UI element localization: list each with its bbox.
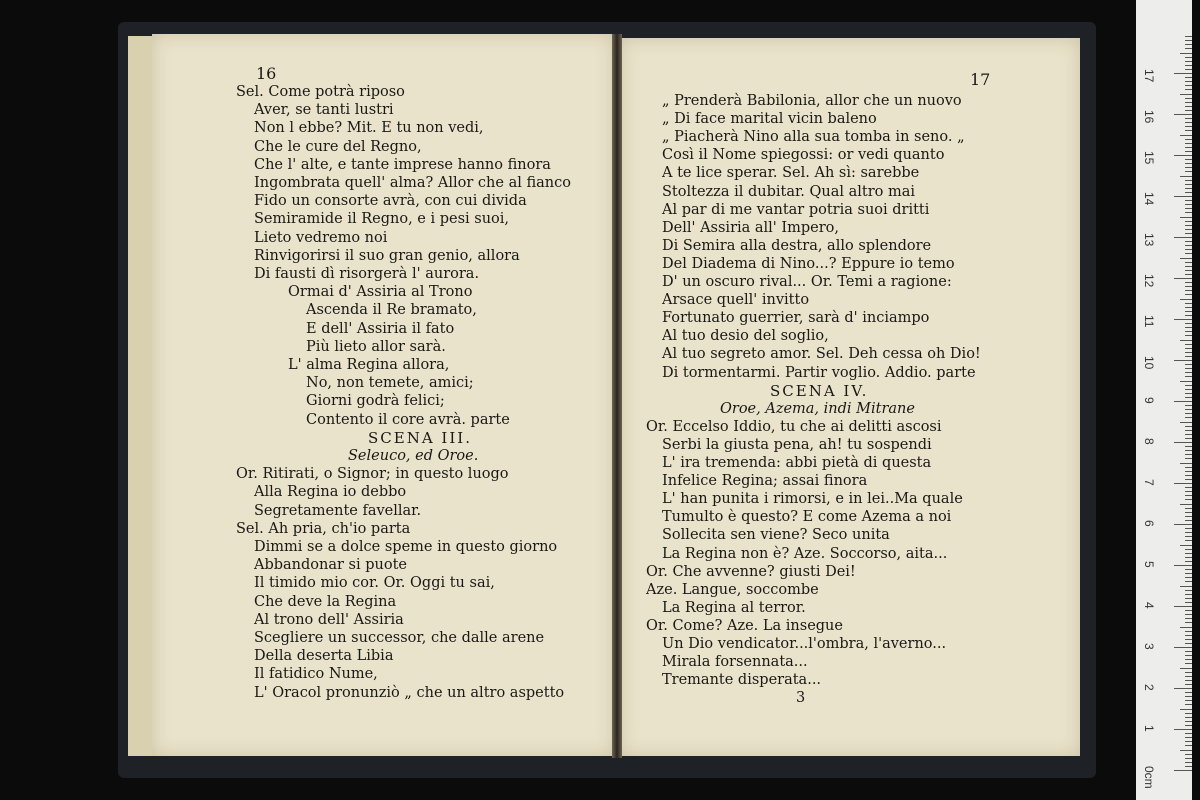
ruler-tick [1185,167,1192,168]
ruler-tick [1185,143,1192,144]
ruler-tick [1185,479,1192,480]
text-line: Non l ebbe? Mit. E tu non vedi, [254,120,484,137]
ruler-tick [1180,422,1192,423]
text-line: Sollecita sen viene? Seco unita [662,527,890,544]
text-line: Arsace quell' invitto [662,292,810,309]
ruler-tick [1185,766,1192,767]
ruler-tick [1185,663,1192,664]
ruler-tick [1185,204,1192,205]
text-line: Fido un consorte avrà, con cui divida [254,193,527,210]
ruler-tick [1174,483,1192,484]
text-line: Fortunato guerrier, sarà d' inciampo [662,310,930,327]
ruler-tick [1185,672,1192,673]
ruler-tick [1185,741,1192,742]
text-line: A te lice sperar. Sel. Ah sì: sarebbe [662,165,920,182]
ruler-tick [1185,549,1192,550]
ruler-tick [1185,536,1192,537]
ruler-tick [1174,606,1192,607]
ruler-tick [1185,36,1192,37]
ruler-label: 15 [1142,151,1156,165]
text-line: Serbi la giusta pena, ah! tu sospendi [662,436,932,453]
ruler-label: 16 [1142,110,1156,124]
right-page-number: 17 [970,70,991,89]
ruler-tick [1185,307,1192,308]
ruler-tick [1185,696,1192,697]
text-line: No, non temete, amici; [306,375,474,392]
ruler-tick [1185,159,1192,160]
ruler-tick [1185,540,1192,541]
ruler-tick [1185,569,1192,570]
ruler-tick [1185,364,1192,365]
ruler-tick [1185,69,1192,70]
text-line: Infelice Regina; assai finora [662,473,868,490]
text-line: Contento il core avrà. parte [306,411,510,428]
ruler-tick [1185,163,1192,164]
ruler-tick [1180,504,1192,505]
ruler-tick [1185,61,1192,62]
ruler-tick [1174,114,1192,115]
ruler-tick [1185,495,1192,496]
text-line: „ Prenderà Babilonia, allor che un nuovo [662,93,962,109]
ruler-tick [1185,680,1192,681]
ruler-tick [1185,151,1192,152]
ruler-tick [1185,311,1192,312]
ruler-tick [1185,471,1192,472]
ruler-tick [1185,762,1192,763]
ruler-tick [1185,81,1192,82]
ruler-tick [1180,381,1192,382]
ruler-tick [1185,221,1192,222]
ruler-tick [1185,286,1192,287]
ruler-tick [1185,643,1192,644]
ruler-tick [1185,417,1192,418]
ruler-tick [1174,442,1192,443]
text-line: Ingombrata quell' alma? Allor che al fianco [254,175,571,191]
ruler-tick [1185,294,1192,295]
ruler-tick [1174,155,1192,156]
text-line: Dell' Assiria all' Impero, [662,219,840,236]
ruler-tick [1185,737,1192,738]
text-line: Al tuo desio del soglio, [662,328,829,345]
text-line: Al trono dell' Assiria [254,611,404,628]
text-line: Rinvigorirsi il suo gran genio, allora [254,247,520,264]
ruler-tick [1185,618,1192,619]
ruler-tick [1180,53,1192,54]
text-line: La Regina non è? Aze. Soccorso, aita... [662,545,948,562]
ruler-tick [1185,475,1192,476]
ruler-tick [1174,73,1192,74]
ruler-tick [1185,270,1192,271]
text-line: „ Di face marital vicin baleno [662,111,877,128]
ruler-label: 14 [1142,192,1156,206]
text-line: Di Semira alla destra, allo splendore [662,237,932,254]
ruler-tick [1185,659,1192,660]
ruler-tick [1180,176,1192,177]
ruler-tick [1180,94,1192,95]
ruler-tick [1185,573,1192,574]
text-line: Mirala forsennata... [662,654,808,671]
ruler-tick [1185,610,1192,611]
ruler-tick [1185,745,1192,746]
ruler-tick [1185,245,1192,246]
ruler-tick [1185,290,1192,291]
ruler-tick [1185,212,1192,213]
ruler-tick [1185,376,1192,377]
ruler-tick [1185,733,1192,734]
ruler-tick [1174,565,1192,566]
text-line: Al tuo segreto amor. Sel. Deh cessa oh Dio! [662,346,981,363]
ruler-tick [1185,65,1192,66]
ruler-tick [1174,196,1192,197]
ruler-tick [1185,385,1192,386]
ruler-tick [1185,557,1192,558]
ruler-tick [1185,315,1192,316]
ruler-tick [1185,147,1192,148]
ruler-tick [1185,171,1192,172]
ruler-tick [1185,48,1192,49]
text-line: Aver, se tanti lustri [254,102,394,119]
ruler-tick [1174,319,1192,320]
ruler-tick [1180,258,1192,259]
ruler-tick [1185,282,1192,283]
text-line: Aze. Langue, soccombe [646,581,819,598]
ruler-tick [1185,192,1192,193]
text-line: Di tormentarmi. Partir voglio. Addio. parte [662,364,976,381]
text-line: Che deve la Regina [254,593,397,610]
ruler-tick [1185,590,1192,591]
ruler-tick [1185,266,1192,267]
ruler-tick [1185,516,1192,517]
ruler-tick [1185,106,1192,107]
text-line: Or. Ritirati, o Signor; in questo luogo [236,466,509,483]
ruler-tick [1180,299,1192,300]
ruler-tick [1185,713,1192,714]
ruler-tick [1180,135,1192,136]
text-line: Al par di me vantar potria suoi dritti [662,201,930,218]
ruler-tick [1180,217,1192,218]
text-line: L' han punita i rimorsi, e in lei..Ma quale [662,491,963,508]
ruler-tick [1185,651,1192,652]
text-line: 3 [796,690,806,707]
ruler-tick [1185,102,1192,103]
book-gutter [612,34,622,758]
text-line: L' alma Regina allora, [288,357,450,373]
text-line: Stoltezza il dubitar. Qual altro mai [662,183,916,200]
ruler-tick [1185,225,1192,226]
ruler-label: 7 [1142,479,1156,486]
ruler-tick [1185,581,1192,582]
ruler-tick [1185,491,1192,492]
text-line: Che l' alte, e tante imprese hanno finora [254,156,551,173]
ruler-tick [1185,397,1192,398]
ruler-tick [1185,89,1192,90]
ruler-tick [1174,401,1192,402]
ruler-tick [1185,130,1192,131]
ruler-tick [1185,208,1192,209]
ruler-tick [1185,676,1192,677]
ruler-tick [1185,467,1192,468]
ruler-label: 17 [1142,69,1156,83]
ruler-tick [1174,237,1192,238]
text-line: Scegliere un successor, che dalle arene [254,630,545,646]
ruler-tick [1180,627,1192,628]
text-line: L' ira tremenda: abbi pietà di questa [662,455,932,471]
ruler-tick [1174,360,1192,361]
text-line: La Regina al terror. [662,599,806,616]
left-page-number: 16 [256,64,277,83]
ruler-tick [1174,688,1192,689]
ruler-tick [1185,262,1192,263]
text-line: Alla Regina io debbo [254,484,407,501]
text-line: Che le cure del Regno, [254,138,422,155]
ruler-tick [1185,44,1192,45]
ruler-tick [1185,655,1192,656]
ruler-tick [1185,57,1192,58]
ruler-tick [1185,110,1192,111]
ruler-tick [1185,77,1192,78]
ruler-tick [1185,434,1192,435]
ruler-tick [1185,704,1192,705]
text-line: Segretamente favellar. [254,502,422,519]
text-line: Or. Che avvenne? giusti Dei! [646,563,856,580]
ruler-tick [1185,725,1192,726]
text-line: Della deserta Libia [254,648,394,665]
ruler-tick [1185,184,1192,185]
ruler-label: 11 [1142,315,1156,328]
ruler-tick [1185,438,1192,439]
ruler-tick [1185,368,1192,369]
ruler-label: 9 [1142,397,1156,404]
text-line: Il timido mio cor. Or. Oggi tu sai, [254,575,495,592]
ruler-tick [1185,487,1192,488]
text-line: D' un oscuro rival... Or. Temi a ragione: [662,274,952,290]
ruler-tick [1185,356,1192,357]
text-line: Or. Eccelso Iddio, tu che ai delitti ascosi [646,418,942,435]
ruler-tick [1174,770,1192,771]
text-line: Or. Come? Aze. La insegue [646,617,843,634]
text-line: Dimmi se a dolce speme in questo giorno [254,539,558,555]
ruler-tick [1185,98,1192,99]
ruler-tick [1185,348,1192,349]
ruler-tick [1185,139,1192,140]
ruler-tick [1185,409,1192,410]
ruler-tick [1185,229,1192,230]
text-line: „ Piacherà Nino alla sua tomba in seno. „ [662,129,965,146]
text-line: Sel. Come potrà riposo [236,84,405,100]
page-edge [128,36,154,756]
ruler-tick [1185,700,1192,701]
ruler-tick [1185,323,1192,324]
ruler-tick [1174,524,1192,525]
ruler-tick [1185,200,1192,201]
text-line: Del Diadema di Nino...? Eppure io temo [662,255,955,272]
ruler-tick [1185,335,1192,336]
text-line: Giorni godrà felici; [306,393,445,410]
ruler-label: 13 [1142,233,1156,247]
ruler-tick [1185,253,1192,254]
text-line: Di fausti dì risorgerà l' aurora. [254,266,480,282]
ruler-tick [1185,602,1192,603]
ruler-tick [1180,463,1192,464]
text-line: SCENA IV. [770,381,869,400]
ruler-tick [1180,668,1192,669]
text-line: Seleuco, ed Oroe. [348,448,479,464]
ruler-tick [1185,233,1192,234]
ruler-tick [1185,508,1192,509]
ruler-tick [1185,241,1192,242]
ruler-tick [1185,446,1192,447]
text-line: Ascenda il Re bramato, [306,302,477,319]
ruler-tick [1180,586,1192,587]
text-line: Semiramide il Regno, e i pesi suoi, [254,211,510,228]
ruler-label: 5 [1142,561,1156,568]
ruler-tick [1180,340,1192,341]
text-line: Abbandonar si puote [254,557,408,574]
ruler-tick [1185,344,1192,345]
ruler-label: 6 [1142,520,1156,527]
ruler-tick [1185,126,1192,127]
text-line: Lieto vedremo noi [254,229,388,246]
ruler-tick [1185,122,1192,123]
ruler-label: 1 [1142,725,1156,732]
ruler-tick [1185,188,1192,189]
ruler-tick [1185,405,1192,406]
ruler-tick [1185,426,1192,427]
ruler-tick [1185,274,1192,275]
ruler-label: 0cm [1142,766,1156,789]
ruler-tick [1185,249,1192,250]
ruler-tick [1185,454,1192,455]
ruler-label: 2 [1142,684,1156,691]
ruler-tick [1185,594,1192,595]
ruler-tick [1185,450,1192,451]
ruler-tick [1185,303,1192,304]
ruler-tick [1185,717,1192,718]
ruler-tick [1185,692,1192,693]
ruler-tick [1185,639,1192,640]
text-line: E dell' Assiria il fato [306,320,455,337]
text-line: Tumulto è questo? E come Azema a noi [662,509,952,526]
ruler-tick [1180,545,1192,546]
text-line: Tremante disperata... [662,672,822,689]
ruler-tick [1185,561,1192,562]
ruler-tick [1185,512,1192,513]
ruler-tick [1185,499,1192,500]
ruler-tick [1174,647,1192,648]
ruler-tick [1185,577,1192,578]
ruler-tick [1185,614,1192,615]
ruler-tick [1174,729,1192,730]
text-line: Il fatidico Nume, [254,666,378,683]
ruler-tick [1185,331,1192,332]
ruler-tick [1185,430,1192,431]
ruler-tick [1185,458,1192,459]
text-line: Più lieto allor sarà. [306,338,446,355]
ruler-tick [1185,352,1192,353]
ruler-tick [1185,413,1192,414]
text-line: Sel. Ah pria, ch'io parta [236,520,411,537]
ruler-tick [1185,327,1192,328]
text-line: Oroe, Azema, indi Mitrane [720,400,915,417]
ruler-tick [1185,635,1192,636]
ruler-tick [1185,40,1192,41]
ruler-tick [1185,684,1192,685]
ruler-tick [1185,85,1192,86]
measurement-ruler [1136,0,1192,800]
ruler-label: 4 [1142,602,1156,609]
ruler-tick [1185,532,1192,533]
ruler-label: 12 [1142,274,1156,288]
text-line: Così il Nome spiegossi: or vedi quanto [662,147,945,164]
ruler-tick [1185,393,1192,394]
ruler-label: 3 [1142,643,1156,650]
ruler-tick [1185,622,1192,623]
ruler-tick [1185,389,1192,390]
ruler-label: 10 [1142,356,1156,370]
ruler-tick [1185,180,1192,181]
ruler-tick [1185,721,1192,722]
ruler-tick [1174,278,1192,279]
ruler-tick [1185,631,1192,632]
text-line: SCENA III. [368,428,472,447]
ruler-tick [1185,118,1192,119]
ruler-tick [1185,520,1192,521]
text-line: L' Oracol pronunziò „ che un altro aspetto [254,684,565,701]
ruler-tick [1185,372,1192,373]
ruler-tick [1180,709,1192,710]
ruler-tick [1185,553,1192,554]
ruler-tick [1180,750,1192,751]
ruler-label: 8 [1142,438,1156,445]
ruler-tick [1185,754,1192,755]
ruler-tick [1185,598,1192,599]
text-line: Un Dio vendicator...l'ombra, l'averno... [662,636,947,652]
ruler-tick [1185,528,1192,529]
ruler-tick [1185,758,1192,759]
text-line: Ormai d' Assiria al Trono [288,284,473,301]
